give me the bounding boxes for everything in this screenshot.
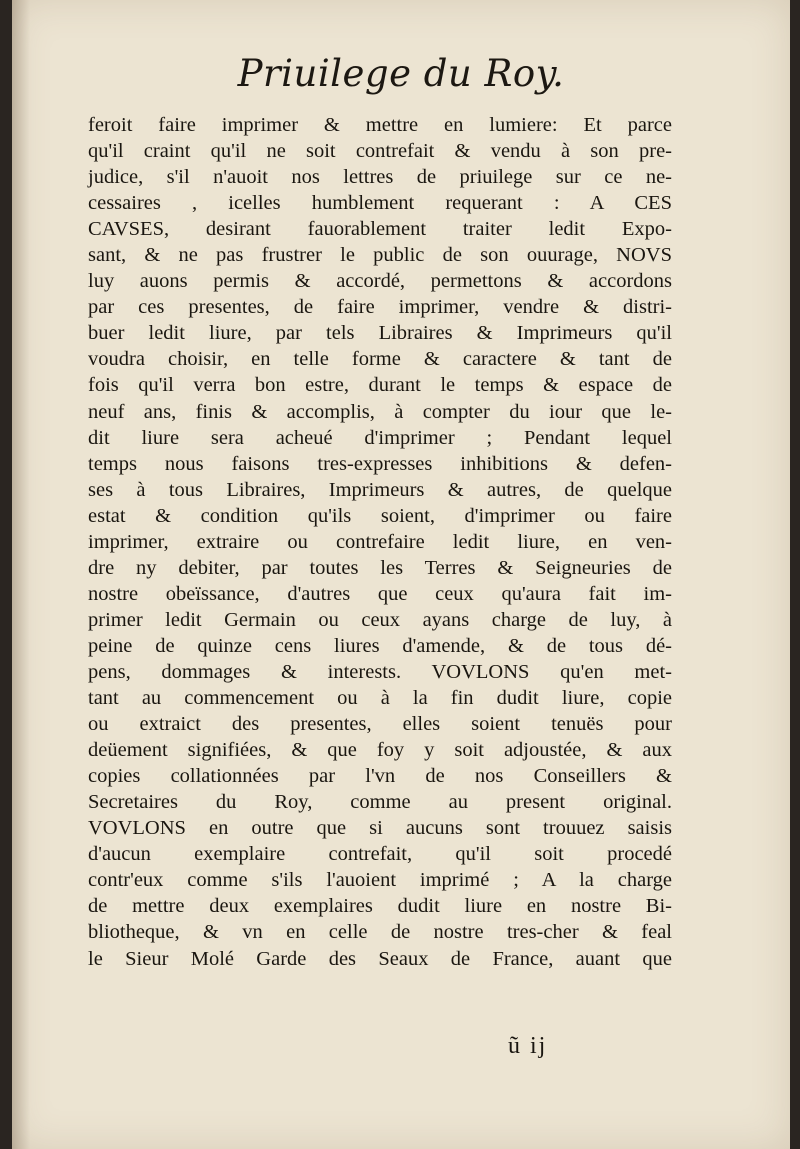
text-line: temps nous faisons tres-expresses inhibitions & defen- <box>88 452 672 475</box>
book-page <box>12 0 790 1149</box>
text-line: fois qu'il verra bon estre, durant le temps & espace de <box>88 374 672 397</box>
text-line: de mettre deux exemplaires dudit liure en nostre Bi- <box>88 895 672 918</box>
text-line: le Sieur Molé Garde des Seaux de France, auant que <box>88 947 672 970</box>
text-line: bliotheque, & vn en celle de nostre tres-cher & feal <box>88 921 672 944</box>
text-line: nostre obeïssance, d'autres que ceux qu'aura fait im- <box>88 582 672 605</box>
signature-mark: ũ ij <box>508 1033 548 1059</box>
text-line: pens, dommages & interests. VOVLONS qu'en met- <box>88 660 672 683</box>
text-line: buer ledit liure, par tels Libraires & Imprimeurs qu'il <box>88 322 672 345</box>
privilege-text <box>88 112 672 972</box>
text-line: voudra choisir, en telle forme & caractere & tant de <box>88 348 672 371</box>
text-line: CAVSES, desirant fauorablement traiter ledit Expo- <box>88 218 672 241</box>
text-line: peine de quinze cens liures d'amende, & de tous dé- <box>88 634 672 657</box>
text-line: ses à tous Libraires, Imprimeurs & autres, de quelque <box>88 478 672 501</box>
text-line: feroit faire imprimer & mettre en lumiere: Et parce <box>88 114 672 136</box>
text-line: copies collationnées par l'vn de nos Conseillers & <box>88 765 672 788</box>
text-line: deüement signifiées, & que foy y soit adjoustée, & aux <box>88 739 672 762</box>
running-title: Priuilege du Roy. <box>237 52 565 95</box>
text-line: luy auons permis & accordé, permettons & accordons <box>88 270 672 293</box>
text-line: VOVLONS en outre que si aucuns sont trouuez saisis <box>88 817 672 840</box>
text-line: ou extraict des presentes, elles soient tenuës pour <box>88 713 672 736</box>
text-line: cessaires , icelles humblement requerant : A CES <box>88 192 672 215</box>
text-line: par ces presentes, de faire imprimer, vendre & distri- <box>88 296 672 319</box>
text-line: tant au commencement ou à la fin dudit liure, copie <box>88 687 672 710</box>
text-line: sant, & ne pas frustrer le public de son ouurage, NOVS <box>88 244 672 267</box>
text-line: judice, s'il n'auoit nos lettres de priuilege sur ce ne- <box>88 166 672 189</box>
text-line: Secretaires du Roy, comme au present original. <box>88 791 672 814</box>
text-line: qu'il craint qu'il ne soit contrefait & vendu à son pre- <box>88 140 672 163</box>
text-line: dre ny debiter, par toutes les Terres & Seigneuries de <box>88 556 672 579</box>
text-line: imprimer, extraire ou contrefaire ledit liure, en ven- <box>88 530 672 553</box>
text-line: estat & condition qu'ils soient, d'imprimer ou faire <box>88 504 672 527</box>
gutter-shadow <box>12 0 30 1149</box>
text-line: d'aucun exemplaire contrefait, qu'il soit procedé <box>88 843 672 866</box>
text-line: dit liure sera acheué d'imprimer ; Pendant lequel <box>88 426 672 449</box>
text-line: contr'eux comme s'ils l'auoient imprimé ; A la charge <box>88 869 672 892</box>
text-line: neuf ans, finis & accomplis, à compter du iour que le- <box>88 400 672 423</box>
text-line: primer ledit Germain ou ceux ayans charge de luy, à <box>88 608 672 631</box>
